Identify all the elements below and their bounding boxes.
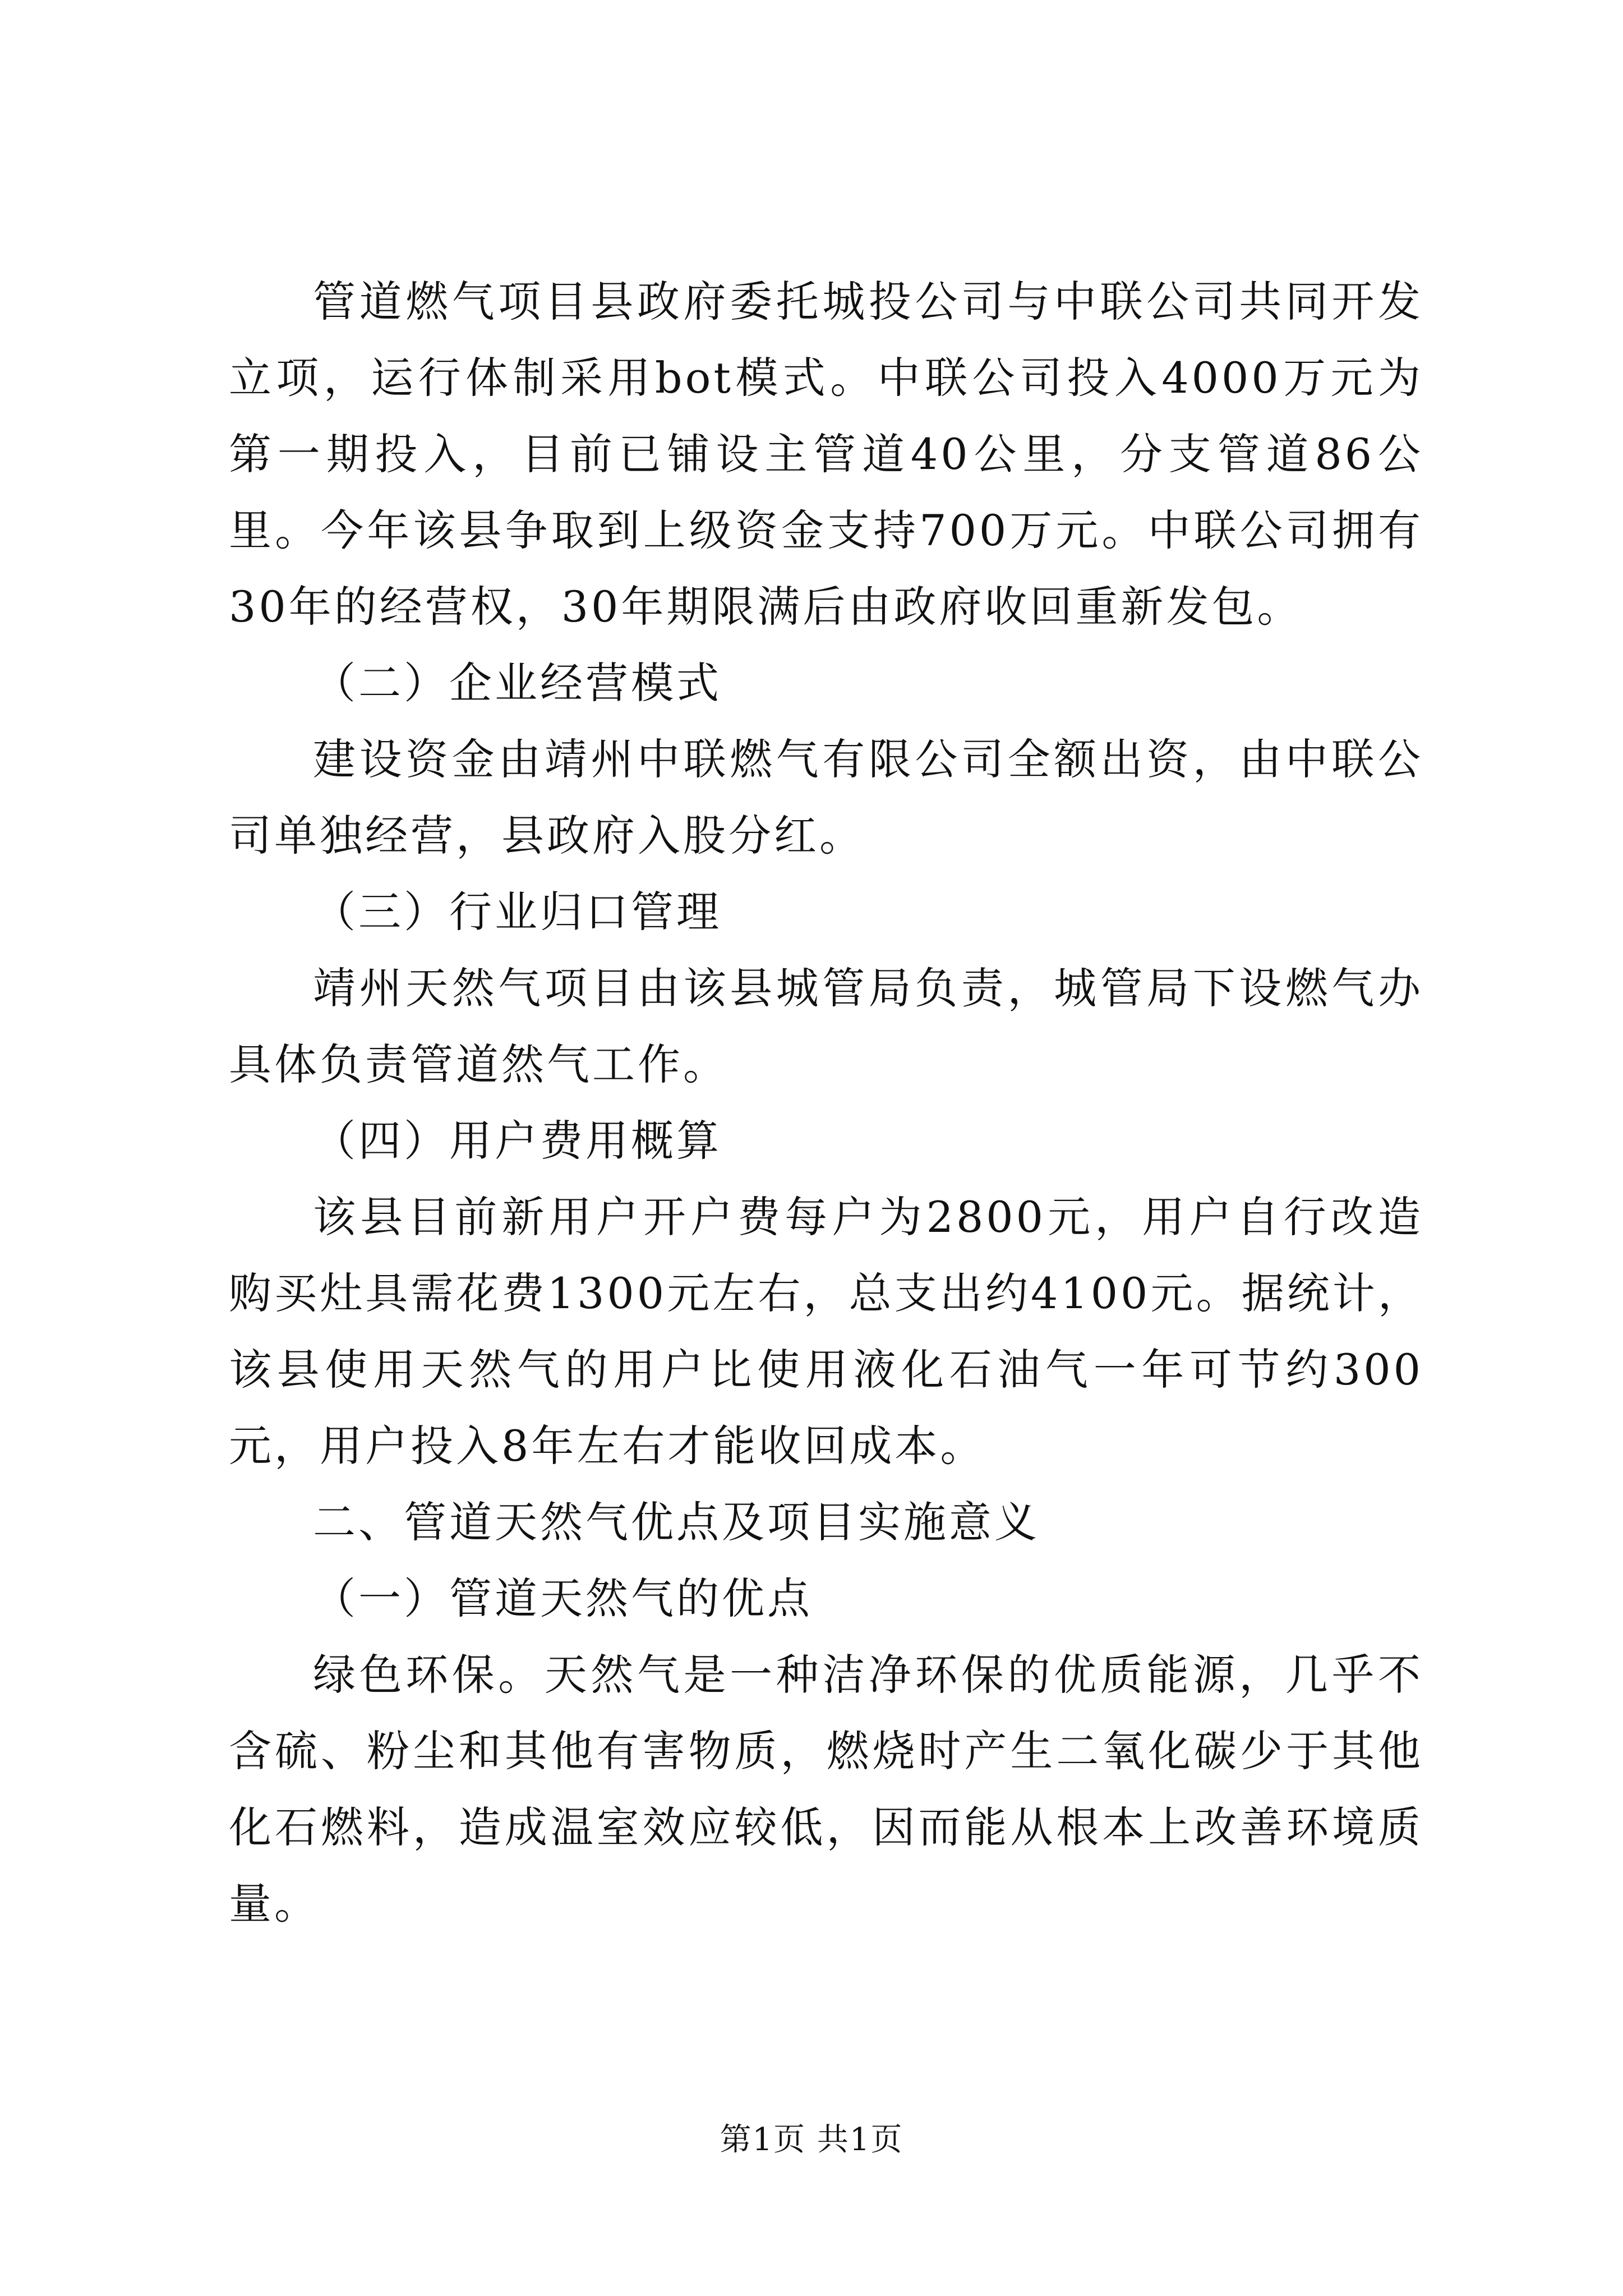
page-footer: 第1页 共1页 (720, 2122, 903, 2158)
heading-business-model: （二）企业经营模式 (313, 658, 722, 708)
paragraph-industry-management: 靖州天然气项目由该县城管局负责，城管局下设燃气办具体负责管道然气工作。 (229, 963, 1423, 1089)
heading-industry-management: （三）行业归口管理 (313, 887, 722, 937)
paragraph-business-model: 建设资金由靖州中联燃气有限公司全额出资，由中联公司单独经营，县政府入股分红。 (229, 734, 1423, 861)
paragraph-project-overview: 管道燃气项目县政府委托城投公司与中联公司共同开发立项，运行体制采用bot模式。中联公司投入4000万元为第一期投入，目前已铺设主管道40公里，分支管道86公里。今年该县争取到上级资金支持700万元。中联公司拥有30年的经营权，30年期限满后由政府收回重新发包。 (229, 277, 1423, 632)
document-body (229, 264, 1423, 1942)
heading-user-cost: （四）用户费用概算 (313, 1116, 722, 1166)
heading-section-two: 二、管道天然气优点及项目实施意义 (313, 1497, 1040, 1547)
heading-advantages: （一）管道天然气的优点 (313, 1573, 813, 1623)
paragraph-green-environment: 绿色环保。天然气是一种洁净环保的优质能源，几乎不含硫、粉尘和其他有害物质，燃烧时产生二氧化碳少于其他化石燃料，造成温室效应较低，因而能从根本上改善环境质量。 (229, 1650, 1423, 1929)
paragraph-user-cost: 该县目前新用户开户费每户为2800元，用户自行改造购买灶具需花费1300元左右，总支出约4100元。据统计，该县使用天然气的用户比使用液化石油气一年可节约300元，用户投入8年左右才能收回成本。 (229, 1192, 1423, 1471)
